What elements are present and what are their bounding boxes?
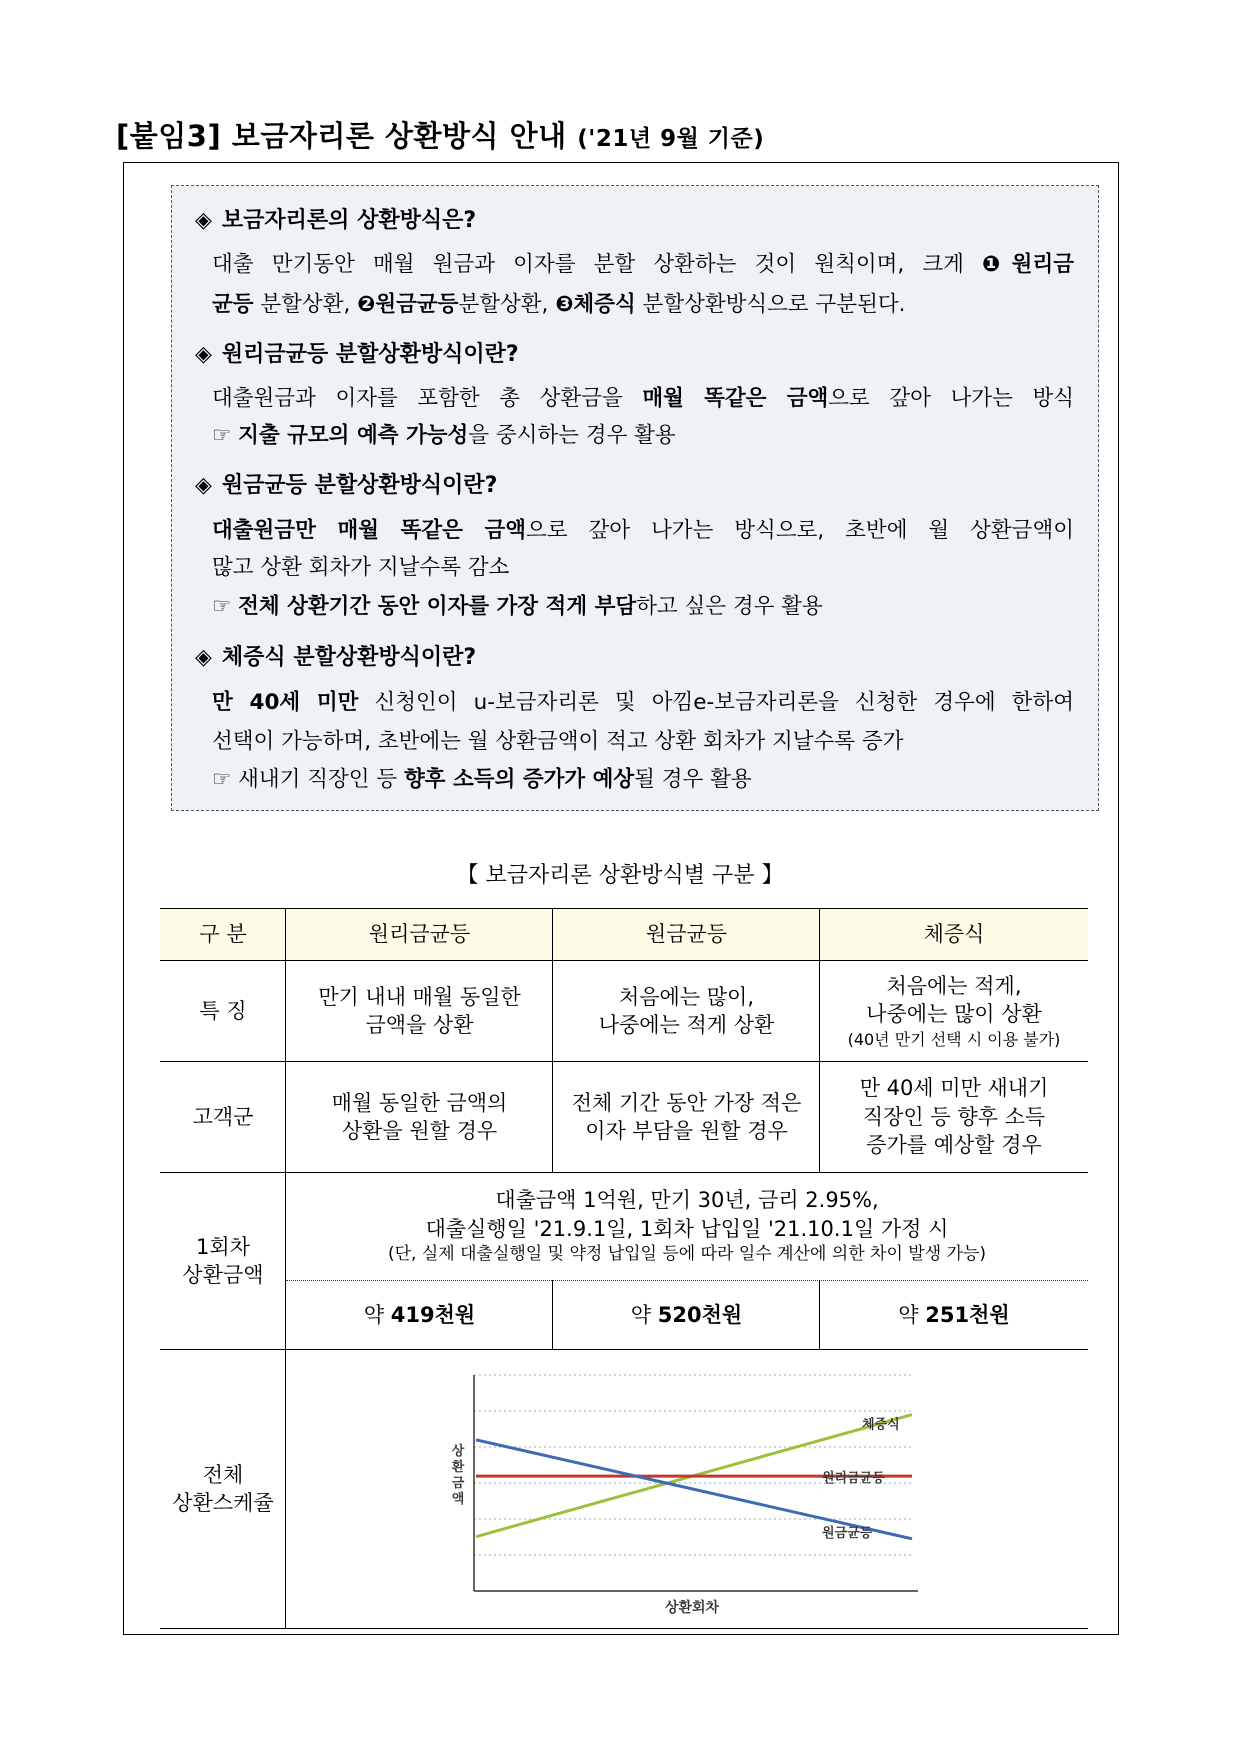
paragraph-line: ☞ 지출 규모의 예측 가능성을 중시하는 경우 활용 xyxy=(212,423,676,448)
condition-cell: 대출금액 1억원, 만기 30년, 금리 2.95%, 대출실행일 '21.9.1일, 1회차 납입일 '21.10.1일 가정 시 (단, 실제 대출실행일 및 약정 납입일 등에 따라 일수 계산에 의한 차이 발생 가능) xyxy=(388,1188,986,1264)
table-caption: 【 보금자리론 상환방식별 구분 】 xyxy=(456,863,784,888)
table-cell: 만 40세 미만 새내기 직장인 등 향후 소득 증가를 예상할 경우 xyxy=(859,1076,1049,1158)
series-label: 원리금균등 xyxy=(822,1471,885,1487)
header-cell: 원리금균등 xyxy=(286,909,553,960)
pointing-hand-icon: ☞ xyxy=(212,594,232,619)
row-label: 특 징 xyxy=(199,998,247,1023)
y-axis-label: 상 환 금 액 xyxy=(451,1444,465,1507)
amount-cell: 약 419천원 xyxy=(363,1302,476,1327)
paragraph-line: 만 40세 미만 신청인이 u-보금자리론 및 아낌e-보금자리론을 신청한 경우에 한하여 xyxy=(212,690,1074,715)
paragraph-line: 균등 분할상환, ❷원금균등분할상환, ❸체증식 분할상환방식으로 구분된다. xyxy=(212,292,906,317)
circled-number-2: ❷ xyxy=(357,292,376,317)
header-cell: 체증식 xyxy=(820,909,1088,960)
table-cell: 전체 기간 동안 가장 적은 이자 부담을 원할 경우 xyxy=(571,1090,802,1143)
x-axis-label: 상환회차 xyxy=(664,1600,720,1616)
amount-cell: 약 520천원 xyxy=(630,1302,743,1327)
pointing-hand-icon: ☞ xyxy=(212,767,232,792)
series-label: 체증식 xyxy=(862,1417,900,1433)
series-label: 원금균등 xyxy=(822,1525,873,1541)
diamond-icon: ◈ xyxy=(195,208,212,233)
amount-cell: 약 251천원 xyxy=(898,1302,1010,1327)
diamond-icon: ◈ xyxy=(195,645,212,670)
question-heading: ◈ 원금균등 분할상환방식이란? xyxy=(195,473,498,498)
page-title: [붙임3] 보금자리론 상환방식 안내 ('21년 9월 기준) xyxy=(116,119,765,153)
row-label: 고객군 xyxy=(192,1104,254,1129)
paragraph-line: ☞ 전체 상환기간 동안 이자를 가장 적게 부담하고 싶은 경우 활용 xyxy=(212,594,823,619)
series-line-원금균등 xyxy=(476,1440,912,1539)
table-cell: 매월 동일한 금액의 상환을 원할 경우 xyxy=(331,1090,508,1143)
table-cell: 처음에는 적게, 나중에는 많이 상환 (40년 만기 선택 시 이용 불가) xyxy=(847,973,1061,1049)
question-heading: ◈ 보금자리론의 상환방식은? xyxy=(195,208,477,233)
pointing-hand-icon: ☞ xyxy=(212,423,232,448)
paragraph-line: 많고 상환 회차가 지날수록 감소 xyxy=(212,555,510,580)
diamond-icon: ◈ xyxy=(195,473,212,498)
paragraph-line: 대출 만기동안 매월 원금과 이자를 분할 상환하는 것이 원칙이며, 크게 ❶원리금 xyxy=(212,252,1074,277)
row-label: 1회차 상환금액 xyxy=(182,1234,264,1287)
diamond-icon: ◈ xyxy=(195,342,212,367)
paragraph-line: 대출원금만 매월 똑같은 금액으로 갚아 나가는 방식으로, 초반에 월 상환금액이 xyxy=(212,518,1074,543)
row-label: 전체 상환스케쥴 xyxy=(172,1462,274,1515)
circled-number-3: ❸ xyxy=(555,292,574,317)
question-heading: ◈ 체증식 분할상환방식이란? xyxy=(195,645,477,670)
paragraph-line: 선택이 가능하며, 초반에는 월 상환금액이 적고 상환 회차가 지날수록 증가 xyxy=(212,729,904,754)
paragraph-line: ☞ 새내기 직장인 등 향후 소득의 증가가 예상될 경우 활용 xyxy=(212,767,752,792)
header-cell: 구 분 xyxy=(160,909,286,960)
circled-number-1: ❶ xyxy=(982,252,1012,277)
paragraph-line: 대출원금과 이자를 포함한 총 상환금을 매월 똑같은 금액으로 갚아 나가는 방식 xyxy=(212,386,1074,411)
table-cell: 만기 내내 매월 동일한 금액을 상환 xyxy=(318,984,521,1037)
header-cell: 원금균등 xyxy=(553,909,820,960)
table-cell: 처음에는 많이, 나중에는 적게 상환 xyxy=(598,984,775,1037)
question-heading: ◈ 원리금균등 분할상환방식이란? xyxy=(195,342,519,367)
